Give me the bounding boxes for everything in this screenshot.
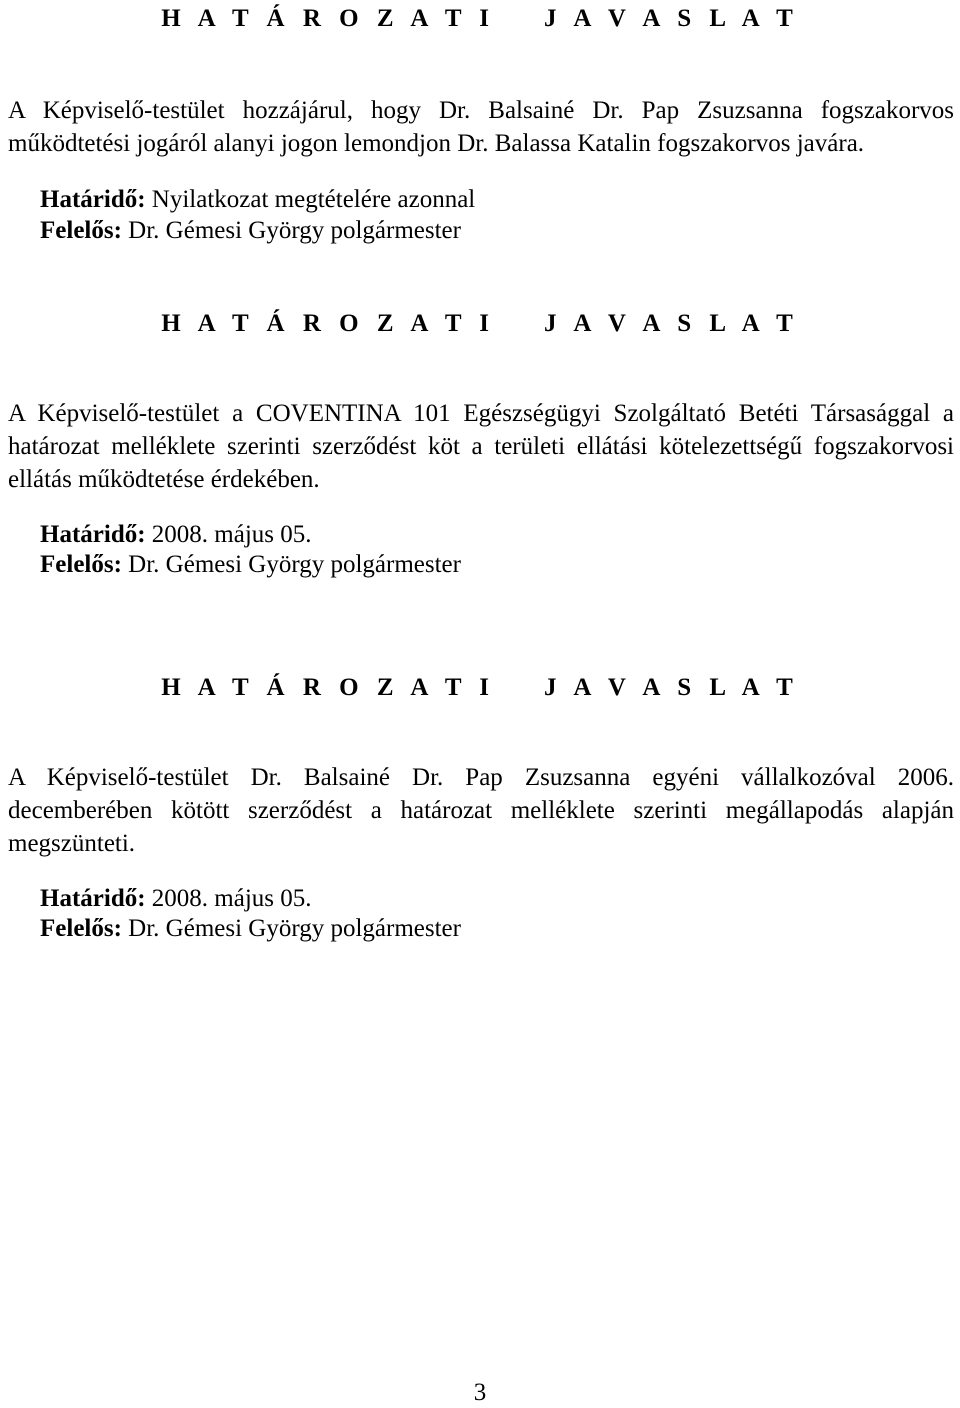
section-3-deadline-label: Határidő: (40, 885, 146, 912)
section-2-responsible-label: Felelős: (40, 551, 122, 578)
section-3-deadline (40, 882, 312, 915)
section-2-deadline-value: 2008. május 05. (145, 521, 312, 548)
section-1-deadline-label: Határidő: (40, 186, 146, 213)
section-1-heading: H A T Á R O Z A T I J A V A S L A T (161, 5, 799, 32)
section-2-deadline (40, 518, 312, 551)
section-2-deadline-label: Határidő: (40, 521, 146, 548)
section-3-responsible-label: Felelős: (40, 915, 122, 942)
section-2-responsible (40, 548, 461, 581)
section-3-body (8, 761, 954, 860)
section-1-body-line-1: A Képviselő-testület hozzájárul, hogy Dr. Balsainé Dr. Pap Zsuzsanna fogszakorvos (8, 97, 954, 124)
section-1-responsible-label: Felelős: (40, 217, 122, 244)
section-1-body-line-2: működtetési jogáról alanyi jogon lemondjon Dr. Balassa Katalin fogszakorvos javára. (8, 130, 865, 157)
page-number: 3 (473, 1379, 487, 1406)
section-1-responsible (40, 214, 461, 247)
section-2-heading: H A T Á R O Z A T I J A V A S L A T (161, 310, 799, 337)
section-2-body-line-1: A Képviselő-testület a COVENTINA 101 Egészségügyi Szolgáltató Betéti Társasággal a (8, 400, 954, 427)
section-1-deadline-value: Nyilatkozat megtételére azonnal (145, 186, 476, 213)
section-3-body-line-2: decemberében kötött szerződést a határozat melléklete szerinti megállapodás alapján (8, 797, 954, 824)
section-3-body-line-3: megszünteti. (8, 830, 136, 857)
section-3-responsible (40, 912, 461, 945)
section-2-body-line-3: ellátás működtetése érdekében. (8, 466, 320, 493)
section-1-body (8, 94, 954, 160)
section-1-deadline (40, 183, 475, 216)
section-2-responsible-value: Dr. Gémesi György polgármester (121, 551, 461, 578)
section-3-body-line-1: A Képviselő-testület Dr. Balsainé Dr. Pap Zsuzsanna egyéni vállalkozóval 2006. (8, 764, 954, 791)
section-3-deadline-value: 2008. május 05. (145, 885, 312, 912)
section-2-body (8, 397, 954, 496)
section-3-heading: H A T Á R O Z A T I J A V A S L A T (161, 674, 799, 701)
section-2-body-line-2: határozat melléklete szerinti szerződést köt a területi ellátási kötelezettségű fogszakorvosi (8, 433, 954, 460)
section-1-responsible-value: Dr. Gémesi György polgármester (121, 217, 461, 244)
section-3-responsible-value: Dr. Gémesi György polgármester (121, 915, 461, 942)
